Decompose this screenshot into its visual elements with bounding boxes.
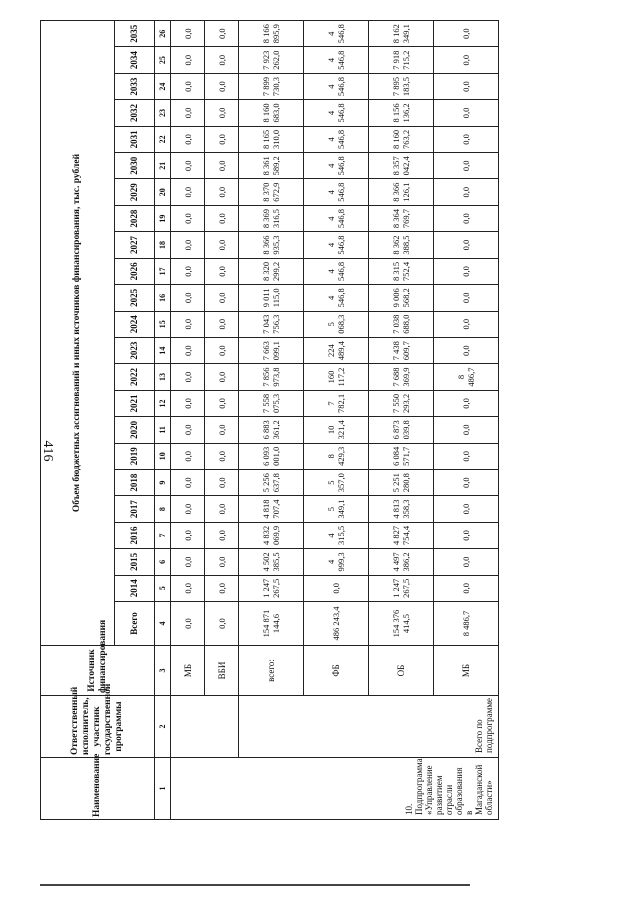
header-name: Наименование: [41, 758, 155, 820]
value-cell: 0,0: [171, 496, 205, 522]
value-cell: 0,0: [433, 21, 498, 47]
column-number: 26: [155, 21, 171, 47]
value-cell: 4 832 069,9: [239, 522, 304, 548]
table-row: [171, 21, 205, 820]
value-cell: 0,0: [171, 100, 205, 126]
value-cell: 0,0: [205, 575, 239, 601]
value-cell: 9 011 115,0: [239, 285, 304, 311]
value-cell: 0,0: [171, 337, 205, 363]
value-cell: 0,0: [205, 285, 239, 311]
column-number: 11: [155, 417, 171, 443]
column-number: 7: [155, 522, 171, 548]
value-cell: 4 546,8: [304, 285, 369, 311]
value-cell: 7 918 715,2: [369, 47, 434, 73]
header-year: 2018: [115, 469, 155, 495]
value-cell: 0,0: [205, 469, 239, 495]
header-year: 2029: [115, 179, 155, 205]
value-cell: 8 160 763,2: [369, 126, 434, 152]
value-cell: 0,0: [433, 549, 498, 575]
value-cell: 0,0: [171, 469, 205, 495]
column-number: 25: [155, 47, 171, 73]
value-cell: 0,0: [205, 205, 239, 231]
header-year: 2024: [115, 311, 155, 337]
value-cell: 4 546,8: [304, 100, 369, 126]
value-cell: 4 813 358,3: [369, 496, 434, 522]
header-executor: Ответственный исполнитель, участник государственной программы: [41, 696, 155, 758]
value-cell: 0,0: [171, 522, 205, 548]
value-cell: 0,0: [205, 364, 239, 390]
value-cell: 4 827 754,4: [369, 522, 434, 548]
header-year: 2032: [115, 100, 155, 126]
column-number: 6: [155, 549, 171, 575]
value-cell: 0,0: [433, 285, 498, 311]
value-cell: 4 546,8: [304, 21, 369, 47]
value-cell: 0,0: [433, 47, 498, 73]
value-cell: 8 364 769,7: [369, 205, 434, 231]
value-cell: 0,0: [205, 232, 239, 258]
value-cell: 7 038 688,0: [369, 311, 434, 337]
header-year: 2017: [115, 496, 155, 522]
value-cell: 0,0: [433, 205, 498, 231]
value-cell: 7 856 973,8: [239, 364, 304, 390]
value-cell: 0,0: [433, 100, 498, 126]
value-cell: 6 084 571,7: [369, 443, 434, 469]
value-cell: 7 899 730,3: [239, 73, 304, 99]
value-cell: 8 369 316,5: [239, 205, 304, 231]
value-cell: 8 366 935,3: [239, 232, 304, 258]
value-cell: 8 357 042,4: [369, 153, 434, 179]
header-total: Всего: [115, 602, 155, 646]
column-number: 8: [155, 496, 171, 522]
value-cell: 4 315,5: [304, 522, 369, 548]
header-year: 2019: [115, 443, 155, 469]
value-cell: 0,0: [433, 232, 498, 258]
value-cell: 6 883 361,2: [239, 417, 304, 443]
source-cell: всего:: [239, 646, 304, 696]
value-cell: 7 782,1: [304, 390, 369, 416]
value-cell: 4 546,8: [304, 47, 369, 73]
value-cell: 0,0: [205, 153, 239, 179]
value-cell: 8 160 683,0: [239, 100, 304, 126]
source-cell: ФБ: [304, 646, 369, 696]
value-cell: 6 093 001,0: [239, 443, 304, 469]
value-cell: 0,0: [433, 390, 498, 416]
value-cell: 0,0: [171, 205, 205, 231]
value-cell: 5 068,3: [304, 311, 369, 337]
column-number: 19: [155, 205, 171, 231]
value-cell: 0,0: [433, 153, 498, 179]
table-row: [239, 21, 304, 820]
executor-total: Всего по подпрограмме: [239, 696, 499, 758]
total-cell: 8 486,7: [433, 602, 498, 646]
column-number: 1: [155, 758, 171, 820]
value-cell: 0,0: [433, 575, 498, 601]
value-cell: 4 546,8: [304, 126, 369, 152]
value-cell: 1 247 267,5: [239, 575, 304, 601]
column-number: 23: [155, 100, 171, 126]
value-cell: 5 256 637,8: [239, 469, 304, 495]
total-cell: 0,0: [171, 602, 205, 646]
header-year: 2021: [115, 390, 155, 416]
value-cell: 0,0: [205, 390, 239, 416]
header-source: Источник финансирования: [41, 646, 155, 696]
value-cell: 4 497 386,2: [369, 549, 434, 575]
value-cell: 8 370 672,9: [239, 179, 304, 205]
value-cell: 10 321,4: [304, 417, 369, 443]
column-number: 5: [155, 575, 171, 601]
value-cell: 4 502 385,5: [239, 549, 304, 575]
executor-blank: [171, 696, 239, 758]
value-cell: 0,0: [171, 47, 205, 73]
value-cell: 8 362 388,5: [369, 232, 434, 258]
header-year: 2026: [115, 258, 155, 284]
header-year: 2028: [115, 205, 155, 231]
budget-table-sheet: [40, 20, 499, 820]
value-cell: 0,0: [171, 285, 205, 311]
value-cell: 0,0: [205, 522, 239, 548]
value-cell: 4 546,8: [304, 258, 369, 284]
header-year: 2033: [115, 73, 155, 99]
value-cell: 0,0: [171, 232, 205, 258]
value-cell: 0,0: [205, 179, 239, 205]
value-cell: 0,0: [433, 337, 498, 363]
source-cell: МБ: [433, 646, 498, 696]
value-cell: 0,0: [433, 73, 498, 99]
value-cell: 0,0: [205, 549, 239, 575]
value-cell: 0,0: [304, 575, 369, 601]
value-cell: 7 923 262,0: [239, 47, 304, 73]
value-cell: 0,0: [171, 364, 205, 390]
column-number: 9: [155, 469, 171, 495]
value-cell: 8 165 310,0: [239, 126, 304, 152]
column-number: 16: [155, 285, 171, 311]
value-cell: 0,0: [205, 73, 239, 99]
value-cell: 0,0: [205, 258, 239, 284]
value-cell: 0,0: [433, 258, 498, 284]
header-year: 2016: [115, 522, 155, 548]
column-number: 24: [155, 73, 171, 99]
value-cell: 8 486,7: [433, 364, 498, 390]
total-cell: 154 376 414,5: [369, 602, 434, 646]
value-cell: 4 546,8: [304, 232, 369, 258]
value-cell: 0,0: [171, 443, 205, 469]
value-cell: 0,0: [171, 179, 205, 205]
header-year: 2025: [115, 285, 155, 311]
value-cell: 0,0: [171, 390, 205, 416]
value-cell: 5 357,0: [304, 469, 369, 495]
value-cell: 8 320 299,2: [239, 258, 304, 284]
value-cell: 4 546,8: [304, 73, 369, 99]
value-cell: 7 550 293,2: [369, 390, 434, 416]
value-cell: 8 366 126,1: [369, 179, 434, 205]
header-year: 2023: [115, 337, 155, 363]
value-cell: 0,0: [205, 21, 239, 47]
value-cell: 0,0: [433, 179, 498, 205]
value-cell: 0,0: [171, 126, 205, 152]
value-cell: 0,0: [433, 469, 498, 495]
column-number: 18: [155, 232, 171, 258]
column-number: 12: [155, 390, 171, 416]
budget-table: [40, 20, 499, 820]
value-cell: 8 156 136,2: [369, 100, 434, 126]
value-cell: 8 429,3: [304, 443, 369, 469]
value-cell: 0,0: [205, 47, 239, 73]
source-cell: МБ: [171, 646, 205, 696]
value-cell: 7 895 183,5: [369, 73, 434, 99]
value-cell: 8 361 589,2: [239, 153, 304, 179]
source-cell: ОБ: [369, 646, 434, 696]
value-cell: 4 546,8: [304, 153, 369, 179]
header-year: 2030: [115, 153, 155, 179]
value-cell: 0,0: [205, 496, 239, 522]
value-cell: 0,0: [433, 443, 498, 469]
value-cell: 160 117,2: [304, 364, 369, 390]
value-cell: 0,0: [171, 21, 205, 47]
value-cell: 0,0: [171, 73, 205, 99]
value-cell: 7 558 075,3: [239, 390, 304, 416]
value-cell: 0,0: [171, 417, 205, 443]
value-cell: 4 546,8: [304, 179, 369, 205]
column-number: 10: [155, 443, 171, 469]
value-cell: 6 873 039,8: [369, 417, 434, 443]
column-number: 22: [155, 126, 171, 152]
value-cell: 0,0: [171, 311, 205, 337]
value-cell: 0,0: [171, 575, 205, 601]
value-cell: 0,0: [433, 522, 498, 548]
value-cell: 5 251 280,8: [369, 469, 434, 495]
value-cell: 4 818 707,4: [239, 496, 304, 522]
value-cell: 1 247 267,5: [369, 575, 434, 601]
page-number: 416: [40, 440, 55, 462]
column-number: 2: [155, 696, 171, 758]
value-cell: 0,0: [205, 100, 239, 126]
column-number: 14: [155, 337, 171, 363]
header-year: 2035: [115, 21, 155, 47]
column-number: 21: [155, 153, 171, 179]
value-cell: 8 162 349,1: [369, 21, 434, 47]
value-cell: 4 999,3: [304, 549, 369, 575]
total-cell: 486 243,4: [304, 602, 369, 646]
value-cell: 0,0: [433, 417, 498, 443]
program-name: 10. Подпрограмма «Управление развитием отрасли образования в Магаданской области»: [171, 758, 499, 820]
value-cell: 7 438 609,7: [369, 337, 434, 363]
header-year: 2022: [115, 364, 155, 390]
column-number: 3: [155, 646, 171, 696]
value-cell: 0,0: [205, 337, 239, 363]
column-number: 4: [155, 602, 171, 646]
column-number: 20: [155, 179, 171, 205]
value-cell: 7 043 756,3: [239, 311, 304, 337]
value-cell: 8 315 752,4: [369, 258, 434, 284]
column-number: 17: [155, 258, 171, 284]
header-year: 2015: [115, 549, 155, 575]
value-cell: 0,0: [171, 549, 205, 575]
value-cell: 5 349,1: [304, 496, 369, 522]
value-cell: 224 489,4: [304, 337, 369, 363]
value-cell: 0,0: [205, 126, 239, 152]
header-year: 2020: [115, 417, 155, 443]
value-cell: 7 663 099,1: [239, 337, 304, 363]
value-cell: 9 006 568,2: [369, 285, 434, 311]
column-number: 15: [155, 311, 171, 337]
value-cell: 0,0: [433, 311, 498, 337]
value-cell: 0,0: [171, 258, 205, 284]
value-cell: 8 166 895,9: [239, 21, 304, 47]
header-year: 2014: [115, 575, 155, 601]
value-cell: 0,0: [205, 311, 239, 337]
header-year: 2034: [115, 47, 155, 73]
column-number: 13: [155, 364, 171, 390]
header-year: 2031: [115, 126, 155, 152]
header-year: 2027: [115, 232, 155, 258]
total-cell: 154 871 144,6: [239, 602, 304, 646]
value-cell: 0,0: [171, 153, 205, 179]
bottom-rule: [40, 884, 470, 886]
header-volume: Объем бюджетных ассигнований и иных источников финансирования, тыс. рублей: [41, 21, 115, 646]
value-cell: 0,0: [433, 126, 498, 152]
value-cell: 7 688 369,9: [369, 364, 434, 390]
value-cell: 0,0: [205, 417, 239, 443]
total-cell: 0,0: [205, 602, 239, 646]
value-cell: 0,0: [205, 443, 239, 469]
value-cell: 4 546,8: [304, 205, 369, 231]
source-cell: ВБИ: [205, 646, 239, 696]
value-cell: 0,0: [433, 496, 498, 522]
